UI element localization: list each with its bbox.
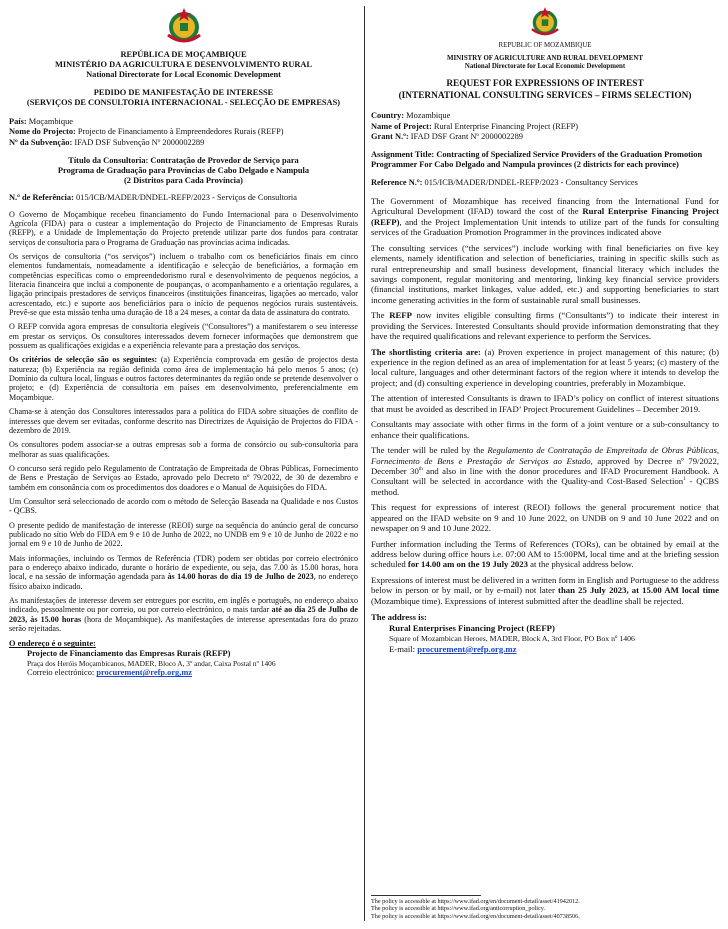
assignment-title-line: (2 Distritos para Cada Província) [124,175,243,185]
footnote: The policy is accessible at https://www.ifad.org/en/document-detail/asset/41942012. [371,898,580,905]
email-link[interactable]: procurement@refp.org.mz [417,643,517,654]
directorate-name: National Directorate for Local Economic Development [464,63,626,71]
regulation-paragraph: The tender will be ruled by the Regulamento de Contratação de Empreitada de Obras Públicas, Fornecimento de Bens e Prestação de Serviços ao Estado, approved by Decree nº 79/2022, December 30th and also in line with the donor procedures and IFAD Procurement Handbook. A Consultant will be selected in accordance with the Quality-and Cost-Based Selection$^1$ - QCBS method. [371,445,719,497]
paragraph: Os serviços de consultoria (“os serviços”) incluem o trabalho com os beneficiários finais em cinco elementos fundamentais, nomeadamente a identificação e selecção de beneficiários, a formação em competências específicas como o empreendedorismo rural e desenvolvimento de pequenos negócios, a literacia financeira que inclui a componente de poupanças, o acompanhamento e a orientação regulares, a ligação principais prestadores de serviços financeiros (instituições financeiras, ligações ao mercado, valor acrescentado, etc.) e suporte aos beneficiários para o início de pequenos negócios rurais sustentáveis. Prevê-se que esta missão tenha uma duração de 18 a 24 meses, a contar da data de assinatura do contrato. [9,252,358,318]
email-link[interactable]: procurement@refp.org,mz [96,668,193,678]
selection-criteria-paragraph: Os critérios de selecção são os seguintes: (a) Experiência comprovada em gestão de projectos desta natureza; (b) Experiência na região definida como área de implementação há pelo menos 5 anos; (c) Domínio da cultura local, línguas e outros factores determinantes da região onde se pretende desenvolver o projeto; e (d) Experiência de consultoria em países em desenvolvimento, preferencialmente em Moçambique. [9,355,359,402]
country-field: Country: Mozambique [371,111,451,121]
assignment-title-line: Programa de Graduação para Províncias de Cabo Delgado e Nampula [57,165,310,175]
portuguese-column [9,0,358,678]
address-name: Projecto de Financiamento das Empresas Rurais (REFP) [27,649,231,659]
ministry-name: MINISTRY OF AGRICULTURE AND RURAL DEVELOPMENT [447,55,643,63]
address-street: Square of Mozambican Heroes, MADER, Block A, 3rd Floor, PO Box nº 1406 [389,633,635,643]
notice-subtitle: (INTERNATIONAL CONSULTING SERVICES – FIRMS SELECTION) [398,90,692,101]
invitation-paragraph: The REFP now invites eligible consulting firms (“Consultants”) to indicate their interest in providing the Services. Interested Consultants should provide information demonstrating that they have the required qualifications and relevant experience to perform the Services. [371,310,719,342]
notice-title: PEDIDO DE MANIFESTAÇÃO DE INTERESSE [93,88,274,98]
information-paragraph: Further information including the Terms of References (TORs), can be obtained by email at the address below during office hours i.e. 07:00 AM to 15:00PM, local time and at the briefing session scheduled for 14.00 am on the 19 July 2023 at the physical address below. [371,538,719,570]
financing-paragraph: The Government of Mozambique has received financing from the International Fund for Agricultural Development (IFAD) toward the cost of the Rural Enterprise Financing Project (REFP), and the Project Implementation Unit intends to utilize part of the funds for consulting services of the Graduation Promotion Programmer in the provinces indicated above [371,195,719,238]
grant-field: Nº da Subvenção: IFAD DSF Subvenção Nº 2000002289 [9,137,205,147]
assignment-title-line: Título da Consultoria: Contratação de Provedor de Serviço para [68,155,299,165]
paragraph: O presente pedido de manifestação de interesse (REOI) surge na sequência do anúncio geral de concurso publicado no sítio Web do FIDA em 9 e 10 de Junho de 2022, no UNDB em 9 e 10 de Junho de 2022 e no jornal em 9 e 10 de Junho de 2022. [9,520,358,549]
assignment-title-field: Assignment Title: Contracting of Specialized Service Providers of the Graduation Promotion Programmer For Cabo Delgado and Nampula provinces (2 districts for each province) [371,149,703,169]
address-heading: The address is: [371,612,427,623]
country-name: REPUBLIC OF MOZAMBIQUE [498,42,592,49]
project-field: Name of Project: Rural Enterprise Financing Project (REFP) [371,121,579,131]
paragraph: This request for expressions of interest (REOI) follows the general procurement notice that appeared on the IFAD website on 9 and 10 June 2022, on UNDB on 9 and 10 June 2022 and on newspaper on 9 and 10 June 2022. [371,502,719,534]
information-paragraph: Mais informações, incluindo os Termos de Referência (TDR) podem ser obtidas por correio electrónico para o endereço abaixo indicado, durante o horário de expediente, ou seja, das 7.00 às 15.00 horas, hora local, e na sessão de informação agendada para às 14.00 horas do dia 19 de Julho de 2023, no endereço físico abaixo indicado. [9,553,358,591]
address-street: Praça dos Heróis Moçambicanos, MADER, Bloco A, 3º andar, Caixa Postal nº 1406 [27,658,276,668]
paragraph: The consulting services (“the services”) include working with final beneficiaries on five key elements, namely identification and selection of beneficiaries, training in specific skills such as rural entrepreneurship and small business development, financial literacy which includes the savings component, regular monitoring and mentoring, linking key financial service providers (financial institutions, market linkages, value added, etc.) and supporting beneficiaries to start income generating activities in the form of sustainable rural small businesses. [371,242,719,305]
footnote: The policy is accessible at https://www.ifad.org/en/document-detail/asset/40738506. [371,912,580,920]
deadline-paragraph: Expressions of interest must be delivered in a written form in English and Portuguese to the address below in person or by mail, or by e-mail) not later than 25 July 2023, at 15.00 AM local time (Mozambique time). Expressions of interest submitted after the deadline shall be rejected. [371,574,719,606]
grant-field: Grant N.º: IFAD DSF Grant Nº 2000002289 [371,131,523,141]
address-heading: O endereço é o seguinte: [9,639,96,649]
paragraph: O REFP convida agora empresas de consultoria elegíveis (“Consultores”) a manifestarem o seu interesse em prestar os serviços. Os consultores interessados devem fornecer informações que demonstrem que possuem as qualificações exigidas e a experiência relevante para a prestação dos serviços. [9,322,358,351]
address-name: Rural Enterprises Financing Project (REFP) [389,623,555,634]
notice-title: REQUEST FOR EXPRESSIONS OF INTEREST [446,79,644,90]
english-column [371,0,719,655]
reference-field: N.º de Referência: 015/ICB/MADER/DNDEL-REFP/2023 - Serviços de Consultoria [9,193,297,203]
ministry-name: MINISTÉRIO DA AGRICULTURA E DESENVOLVIMENTO RURAL [54,59,313,69]
mozambique-emblem [162,3,206,47]
deadline-paragraph: As manifestações de interesse devem ser entregues por escrito, em inglês e português, no endereço abaixo indicado, pessoalmente ou por correio, ou por correio electrónico, o mais tardar até ao dia 25 de Julho de 2023, às 15.00 horas (hora de Moçambique). As manifestações de interesse apresentadas fora do prazo serão rejeitadas. [9,596,358,634]
paragraph: Consultants may associate with other firms in the form of a joint venture or a sub-consultancy to enhance their qualifications. [371,419,719,440]
notice-subtitle: (SERVIÇOS DE CONSULTORIA INTERNACIONAL - SELECÇÃO DE EMPRESAS) [26,98,341,108]
paragraph: Os consultores podem associar-se a outras empresas sob a forma de consórcio ou sub-consultoria para melhorar as suas qualificações. [9,440,358,459]
country-name: REPÚBLICA DE MOÇAMBIQUE [120,50,247,59]
paragraph: Um Consultor será seleccionado de acordo com o método de Selecção Baseada na Qualidade e nos Custos - QCBS. [9,496,358,516]
footnote: The policy is accessible at https://www.ifad.org/anticorruption_policy. [371,905,546,913]
paragraph: Chama-se à atenção dos Consultores interessados para a política do FIDA sobre situações de conflito de interesses que devem ser evitadas, conforme descrito nas Directrizes de Aquisição de Projectos do FIDA - dezembro de 2019. [9,407,358,435]
footnote-rule [371,895,481,896]
shortlisting-criteria-paragraph: The shortlisting criteria are: (a) Proven experience in project management of this nature; (b) experience in the region defined as an area of implementation for at least 5 years; (c) mastery of the local culture, languages and other determinant factors of the region where it intends to develop the project; and (d) consulting experience in developing countries, preferably in Mozambique. [371,346,720,388]
directorate-name: National Directorate for Local Economic Development [86,69,281,79]
reference-field: Reference N.º: 015/ICB/MADER/DNDEL-REFP/2023 - Consultancy Services [371,177,638,187]
paragraph: O Governo de Moçambique recebeu financiamento do Fundo Internacional para o Desenvolvimento Agrícola (FIDA) para o custear a implementação do Projecto de Financiamento de Empresas Rurais (REFP), e a Unidade de Implementação do Projecto pretende utilizar parte dos fundos para contratar serviços de consultoria para o Programa de Graduação nas províncias acima indicadas. [9,209,358,247]
paragraph: The attention of interested Consultants is drawn to IFAD’s policy on conflict of interest situations that must be avoided as described in IFAD’ Project Procurement Guidelines – December 2019. [371,393,719,414]
country-field: País: Moçambique [9,117,73,127]
project-field: Nome do Projecto: Projecto de Financiamento à Empreendedores Rurais (REFP) [9,127,284,137]
email-field: Correio electrónico: procurement@refp.org,mz [27,668,193,678]
mozambique-emblem [527,3,563,39]
column-divider [364,6,365,921]
paragraph: O concurso será regido pelo Regulamento de Contratação de Empreitada de Obras Públicas, Fornecimento de Bens e Prestação de Serviços ao Estado, aprovado pelo Decreto nº 79/2022, de 30 de dezembro e também em consonância com os procedimentos dos doadores e o Manual de Aquisições do FIDA. [9,463,358,492]
email-field: E-mail: procurement@refp.org.mz [389,643,517,654]
